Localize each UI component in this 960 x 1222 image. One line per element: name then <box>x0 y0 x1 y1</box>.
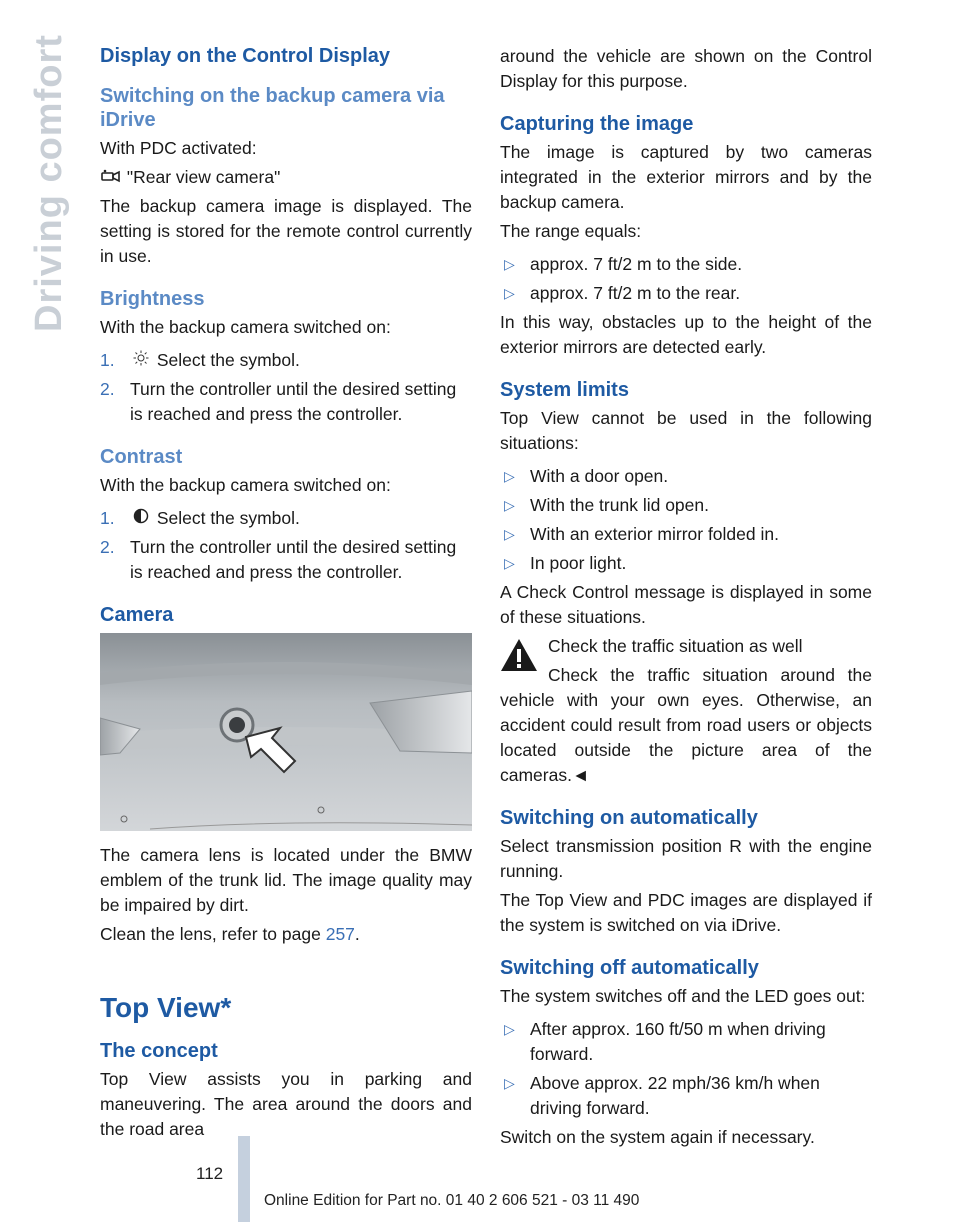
list-item <box>500 252 872 277</box>
heading-camera: Camera <box>100 604 174 626</box>
clean-lens-text: Clean the lens, refer to page <box>100 924 321 944</box>
camera-text: The camera lens is located under the BMW emblem of the trunk lid. The image quality may be impaired by dirt. <box>100 845 472 915</box>
capturing-text: The image is captured by two cameras integrated in the exterior mirrors and by the backup camera. <box>500 142 872 212</box>
continuation-text: around the vehicle are shown on the Control Display for this purpose. <box>500 46 872 91</box>
heading-topview: Top View* <box>100 992 232 1023</box>
heading-contrast: Contrast <box>100 446 183 468</box>
side-section-title: Driving comfort <box>28 34 70 332</box>
check-control-text: A Check Control message is displayed in some of these situations. <box>500 582 872 627</box>
list-item <box>500 522 872 547</box>
heading-limits: System limits <box>500 379 629 401</box>
range-list <box>500 252 872 306</box>
auto-off-outro: Switch on the system again if necessary. <box>500 1127 815 1147</box>
rear-view-label: "Rear view camera" <box>126 167 281 187</box>
rear-camera-icon <box>100 165 122 190</box>
step-text: Turn the controller until the desired setting is reached and press the controller. <box>130 537 457 582</box>
bullet-triangle-icon: ▷ <box>504 468 515 484</box>
step-number: 1. <box>100 350 115 370</box>
list-text: After approx. 160 ft/50 m when driving forward. <box>530 1019 826 1064</box>
right-column <box>500 44 872 1154</box>
warning-box <box>500 634 872 788</box>
list-text: approx. 7 ft/2 m to the side. <box>530 254 743 274</box>
step-text: Select the symbol. <box>156 508 300 528</box>
list-text: Above approx. 22 mph/36 km/h when driving forward. <box>530 1073 820 1118</box>
bullet-triangle-icon: ▷ <box>504 1075 515 1091</box>
step-number: 2. <box>100 537 115 557</box>
warning-text: Check the traffic situation around the vehicle with your own eyes. Otherwise, an accident could result from road users or objects located outside the picture area of the cameras.◄ <box>500 665 872 785</box>
heading-display: Display on the Control Display <box>100 45 391 67</box>
list-text: With an exterior mirror folded in. <box>530 524 779 544</box>
rear-view-line <box>100 165 472 190</box>
list-item <box>500 1017 872 1067</box>
list-text: With a door open. <box>530 466 669 486</box>
footer-bar <box>238 1136 250 1222</box>
bullet-triangle-icon: ▷ <box>504 256 515 272</box>
contrast-icon <box>130 506 152 531</box>
limits-list <box>500 464 872 576</box>
list-item <box>500 464 872 489</box>
heading-auto-off: Switching off automatically <box>500 957 759 979</box>
concept-text: Top View assists you in parking and maneuvering. The area around the doors and the road area <box>100 1069 472 1139</box>
step-number: 2. <box>100 379 115 399</box>
bullet-triangle-icon: ▷ <box>504 555 515 571</box>
warning-title: Check the traffic situation as well <box>548 636 803 656</box>
heading-switch-on: Switching on the backup camera via iDrive <box>100 85 445 131</box>
auto-on-text-1: Select transmission position R with the engine running. <box>500 836 872 881</box>
list-text: approx. 7 ft/2 m to the rear. <box>530 283 741 303</box>
step-text: Turn the controller until the desired setting is reached and press the controller. <box>130 379 457 424</box>
bullet-triangle-icon: ▷ <box>504 526 515 542</box>
page-number: 112 <box>196 1164 224 1183</box>
range-intro: The range equals: <box>500 221 642 241</box>
range-outro: In this way, obstacles up to the height of the exterior mirrors are detected early. <box>500 312 872 357</box>
brightness-intro: With the backup camera switched on: <box>100 317 391 337</box>
list-item <box>100 348 472 373</box>
with-pdc-text: With PDC activated: <box>100 138 257 158</box>
brightness-steps <box>100 348 472 427</box>
edition-footer: Online Edition for Part no. 01 40 2 606 521 - 03 11 490 <box>264 1192 640 1209</box>
backup-image-text: The backup camera image is displayed. The setting is stored for the remote control currently in use. <box>100 196 472 266</box>
heading-auto-on: Switching on automatically <box>500 807 758 829</box>
trunk-camera-photo <box>100 633 472 831</box>
contrast-steps <box>100 506 472 585</box>
heading-capturing: Capturing the image <box>500 113 694 135</box>
step-number: 1. <box>100 508 115 528</box>
warning-triangle-icon <box>500 638 538 672</box>
heading-brightness: Brightness <box>100 288 205 310</box>
auto-off-list <box>500 1017 872 1121</box>
contrast-intro: With the backup camera switched on: <box>100 475 391 495</box>
limits-intro: Top View cannot be used in the following situations: <box>500 408 872 453</box>
list-item <box>100 535 472 585</box>
clean-lens-suffix: . <box>354 924 360 944</box>
list-item <box>100 506 472 531</box>
clean-lens-line <box>100 922 472 947</box>
brightness-sun-icon <box>130 348 152 373</box>
heading-concept: The concept <box>100 1040 218 1062</box>
list-item <box>100 377 472 427</box>
page-link[interactable]: 257 <box>325 924 355 944</box>
bullet-triangle-icon: ▷ <box>504 285 515 301</box>
list-item <box>500 493 872 518</box>
side-section-tab <box>22 34 70 340</box>
list-text: In poor light. <box>530 553 627 573</box>
auto-off-intro: The system switches off and the LED goes out: <box>500 986 866 1006</box>
list-item <box>500 281 872 306</box>
step-text: Select the symbol. <box>156 350 300 370</box>
list-item <box>500 1071 872 1121</box>
left-column <box>100 44 472 1146</box>
auto-on-text-2: The Top View and PDC images are displayed if the system is switched on via iDrive. <box>500 890 872 935</box>
list-text: With the trunk lid open. <box>530 495 709 515</box>
bullet-triangle-icon: ▷ <box>504 1021 515 1037</box>
list-item <box>500 551 872 576</box>
bullet-triangle-icon: ▷ <box>504 497 515 513</box>
